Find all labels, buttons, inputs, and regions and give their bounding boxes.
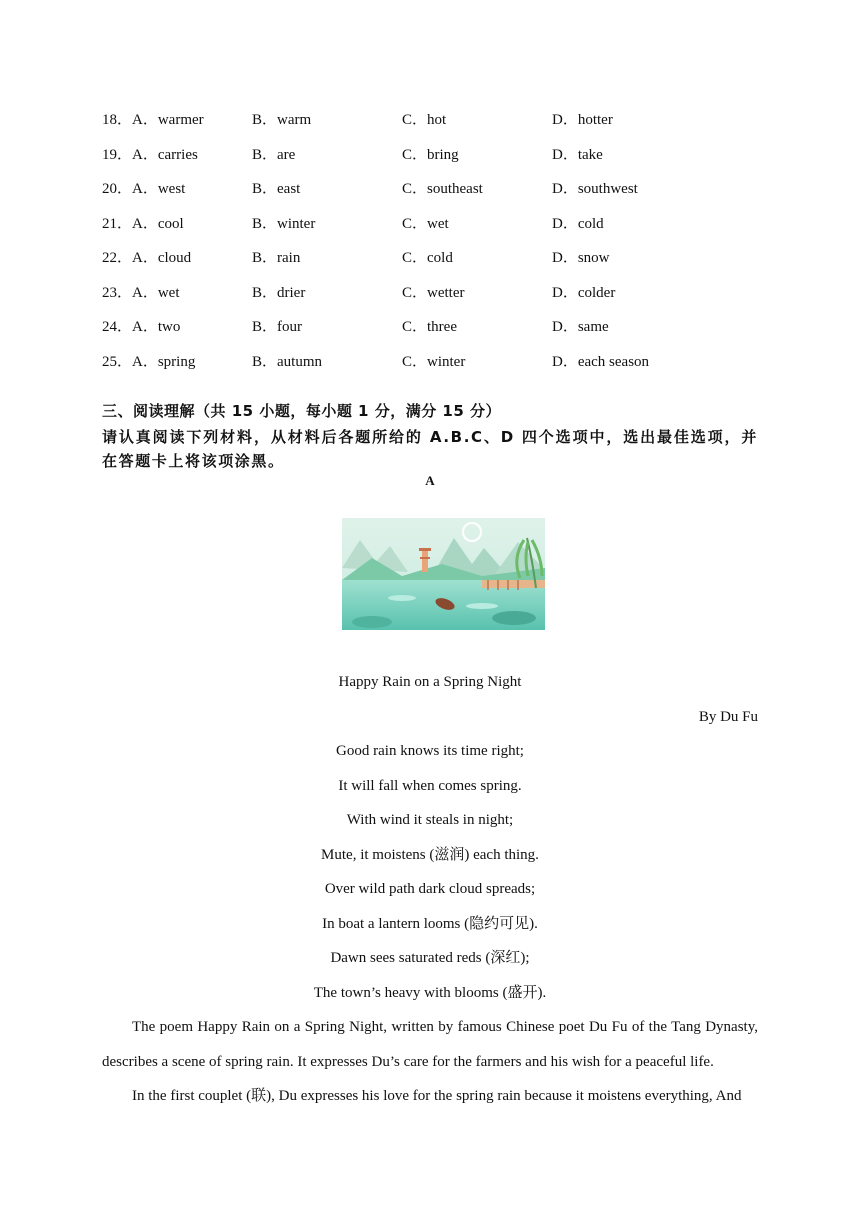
option-b: B．autumn	[252, 353, 322, 370]
poem-line: Mute, it moistens (滋润) each thing.	[321, 846, 539, 863]
poem-body	[0, 740, 860, 1016]
option-c: C．hot	[402, 112, 447, 128]
question-number: 23．	[102, 284, 133, 301]
poem-line: Dawn sees saturated reds (深红);	[330, 950, 530, 966]
passage-paragraph	[102, 1079, 758, 1114]
section-heading: 三、阅读理解（共 15 小题，每小题 1 分，满分 15 分）	[102, 402, 502, 420]
option-d: D．cold	[552, 215, 604, 232]
section-instructions: 请认真阅读下列材料，从材料后各题所给的 A.B.C、D 四个选项中，选出最佳选项，并在答题卡上将该项涂黑。	[102, 428, 758, 470]
poem-line: With wind it steals in night;	[346, 812, 514, 828]
option-c: C．winter	[402, 353, 466, 370]
option-a: A．west	[132, 181, 186, 197]
passage-paragraph	[102, 1010, 758, 1079]
option-a: A．warmer	[132, 112, 204, 128]
poem-line: Good rain knows its time right;	[336, 743, 524, 759]
answer-options-table	[102, 108, 762, 384]
option-c: C．bring	[402, 146, 459, 163]
option-c: C．three	[402, 319, 457, 335]
option-c: C．wetter	[402, 284, 465, 301]
question-number: 20．	[102, 181, 133, 197]
question-number: 25．	[102, 353, 133, 370]
poem-line: The town’s heavy with blooms (盛开).	[313, 984, 547, 1001]
option-b: B．four	[252, 319, 302, 335]
option-c: C．southeast	[402, 181, 483, 197]
option-d: D．hotter	[552, 112, 613, 128]
poem-line: It will fall when comes spring.	[338, 777, 522, 794]
question-row	[102, 246, 762, 281]
question-number: 22．	[102, 250, 133, 266]
question-row	[102, 350, 762, 385]
option-d: D．snow	[552, 250, 610, 266]
question-number: 24．	[102, 319, 133, 335]
option-d: D．take	[552, 146, 603, 163]
option-b: B．drier	[252, 284, 306, 301]
poem-line: In boat a lantern looms (隐约可见).	[322, 915, 538, 932]
option-c: C．wet	[402, 215, 449, 232]
question-number: 18．	[102, 112, 133, 128]
option-d: D．same	[552, 319, 609, 335]
paragraph-text: In the first couplet (联), Du expresses his love for the spring rain because it moistens everything, And	[132, 1088, 742, 1104]
option-d: D．colder	[552, 284, 616, 301]
question-row	[102, 212, 762, 247]
question-number: 21．	[102, 215, 133, 232]
option-b: B．are	[252, 146, 296, 163]
option-d: D．each season	[552, 353, 650, 370]
option-b: B．winter	[252, 215, 316, 232]
question-row	[102, 143, 762, 178]
option-a: A．cloud	[132, 250, 192, 266]
question-number: 19．	[102, 146, 133, 163]
question-row	[102, 108, 762, 143]
landscape-illustration-image	[342, 518, 545, 630]
poem-author: By Du Fu	[698, 709, 758, 725]
option-b: B．rain	[252, 250, 301, 266]
landscape-illustration	[342, 518, 545, 630]
poem-line: Over wild path dark cloud spreads;	[324, 881, 536, 897]
question-row	[102, 281, 762, 316]
option-b: B．east	[252, 181, 301, 197]
option-a: A．wet	[132, 284, 180, 301]
option-b: B．warm	[252, 112, 312, 128]
option-a: A．two	[132, 319, 181, 335]
question-row	[102, 177, 762, 212]
paragraph-text: The poem Happy Rain on a Spring Night, written by famous Chinese poet Du Fu of the Tang Dynasty, describes a scene of spring rain. It expresses Du’s care for the farmers and his wish for a peaceful life.	[102, 1019, 758, 1070]
poem-title: Happy Rain on a Spring Night	[338, 674, 522, 690]
passage-label: A	[425, 473, 435, 488]
option-c: C．cold	[402, 250, 453, 266]
option-d: D．southwest	[552, 181, 638, 197]
option-a: A．cool	[132, 215, 184, 232]
question-row	[102, 315, 762, 350]
option-a: A．carries	[132, 146, 198, 163]
option-a: A．spring	[132, 353, 196, 370]
